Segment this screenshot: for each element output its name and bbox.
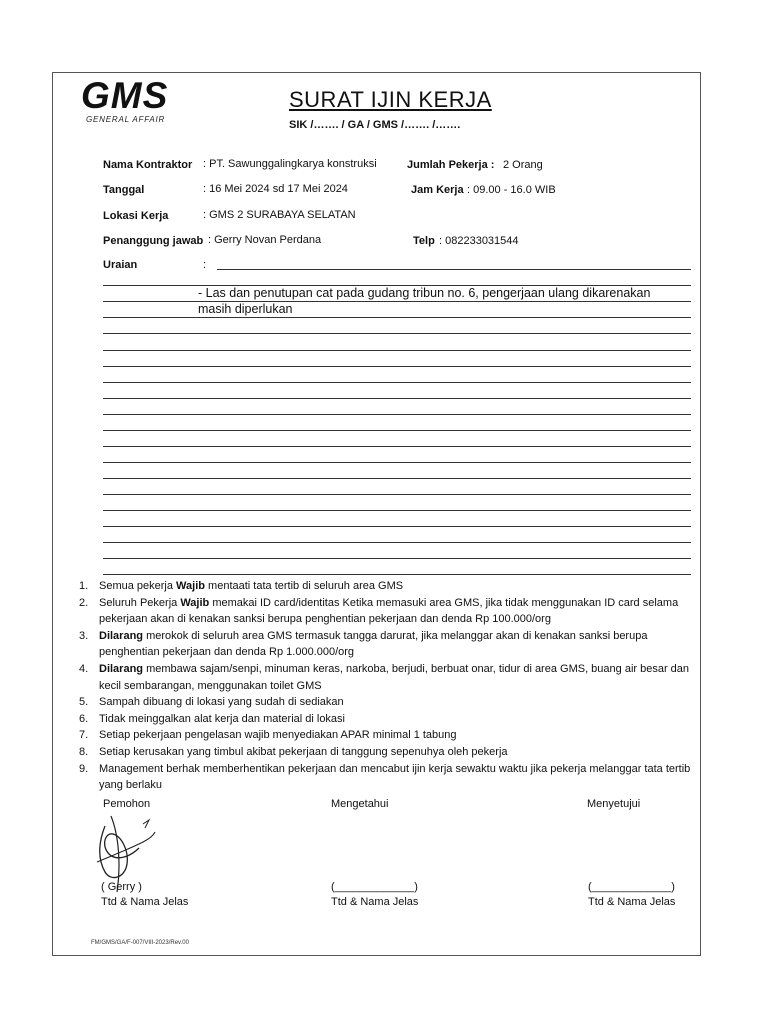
- rule-item: 5. Sampah dibuang di lokasi yang sudah di sediakan: [79, 696, 344, 709]
- uraian-line: [217, 269, 691, 270]
- uraian-line: [103, 574, 691, 575]
- jumlah-pekerja-label: Jumlah Pekerja :: [407, 159, 495, 171]
- form-code: FM/GMS/GA/F-007/VIII-2023/Rev.00: [91, 940, 189, 946]
- mengetahui-name-blank: (_____________): [331, 881, 418, 893]
- logo-subtitle: GENERAL AFFAIR: [86, 115, 166, 124]
- jam-kerja-value: : 09.00 - 16.0 WIB: [467, 184, 556, 196]
- uraian-line: [103, 558, 691, 559]
- document-title: SURAT IJIN KERJA: [289, 87, 492, 112]
- pemohon-name: ( Gerry ): [101, 881, 142, 893]
- rule-item: 4. Dilarang membawa sajam/senpi, minuman keras, narkoba, berjudi, berbuat onar, tidur di area GMS, buang air besar dan kecil sembarangan, menggunakan toilet GMS: [79, 662, 690, 692]
- rule-item: 9. Management berhak memberhentikan pekerjaan dan mencabut ijin kerja sewaktu waktu jika pekerja melanggar tata tertib yang berlaku: [79, 762, 691, 792]
- uraian-text-line-2: masih diperlukan: [198, 302, 293, 316]
- jam-kerja-label: Jam Kerja: [411, 184, 464, 196]
- uraian-line: [103, 350, 691, 351]
- uraian-line: [103, 382, 691, 383]
- uraian-label: Uraian: [103, 259, 138, 271]
- kontraktor-label: Nama Kontraktor: [103, 159, 193, 171]
- rule-item: 6. Tidak meinggalkan alat kerja dan material di lokasi: [79, 712, 345, 725]
- rules-list: [79, 578, 699, 794]
- uraian-line: [103, 414, 691, 415]
- telp-value: : 082233031544: [439, 235, 519, 247]
- uraian-line: [103, 366, 691, 367]
- mengetahui-ttd: Ttd & Nama Jelas: [331, 896, 419, 908]
- pemohon-ttd: Ttd & Nama Jelas: [101, 896, 189, 908]
- rule-item: 3. Dilarang merokok di seluruh area GMS termasuk tangga darurat, jika melanggar akan di kenakan sanksi berupa penghentian pekerjaan dan denda Rp 1.000.000/org: [79, 629, 648, 659]
- uraian-line: [103, 301, 691, 302]
- permit-document: [52, 72, 701, 956]
- company-logo: GMS: [81, 75, 169, 116]
- uraian-line: [103, 333, 691, 334]
- kontraktor-value: : PT. Sawunggalingkarya konstruksi: [203, 158, 377, 170]
- penanggung-jawab-value: : Gerry Novan Perdana: [208, 234, 322, 246]
- uraian-line: [103, 494, 691, 495]
- uraian-line: [103, 526, 691, 527]
- uraian-line: [103, 462, 691, 463]
- uraian-text-line-1: - Las dan penutupan cat pada gudang tribun no. 6, pengerjaan ulang dikarenakan: [198, 286, 651, 300]
- menyetujui-name-blank: (_____________): [588, 881, 675, 893]
- tanggal-label: Tanggal: [103, 184, 145, 196]
- pemohon-label: Pemohon: [103, 798, 151, 810]
- menyetujui-label: Menyetujui: [587, 798, 641, 810]
- uraian-line: [103, 446, 691, 447]
- mengetahui-label: Mengetahui: [331, 798, 389, 810]
- lokasi-value: : GMS 2 SURABAYA SELATAN: [203, 209, 356, 221]
- telp-label: Telp: [413, 235, 435, 247]
- uraian-colon: :: [203, 259, 207, 271]
- sik-number: SIK /……. / GA / GMS /……. /…….: [289, 119, 461, 131]
- uraian-line: [103, 317, 691, 318]
- uraian-line: [103, 430, 691, 431]
- tanggal-value: : 16 Mei 2024 sd 17 Mei 2024: [203, 183, 348, 195]
- menyetujui-ttd: Ttd & Nama Jelas: [588, 896, 676, 908]
- uraian-line: [103, 398, 691, 399]
- rule-item: 8. Setiap kerusakan yang timbul akibat pekerjaan di tanggung sepenuhya oleh pekerja: [79, 745, 508, 758]
- rule-item: 2. Seluruh Pekerja Wajib memakai ID card/identitas Ketika memasuki area GMS, jika tidak menggunakan ID card selama pekerjaan akan di kenakan sanksi berupa penghentian pekerjaan dan denda Rp 100.000/org: [79, 596, 679, 626]
- penanggung-jawab-label: Penanggung jawab: [103, 235, 204, 247]
- lokasi-label: Lokasi Kerja: [103, 210, 169, 222]
- uraian-line: [103, 542, 691, 543]
- rule-item: 1. Semua pekerja Wajib mentaati tata tertib di seluruh area GMS: [79, 580, 404, 592]
- uraian-line: [103, 478, 691, 479]
- uraian-line: [103, 510, 691, 511]
- rule-item: 7. Setiap pekerjaan pengelasan wajib menyediakan APAR minimal 1 tabung: [79, 729, 457, 742]
- jumlah-pekerja-value: 2 Orang: [503, 159, 543, 171]
